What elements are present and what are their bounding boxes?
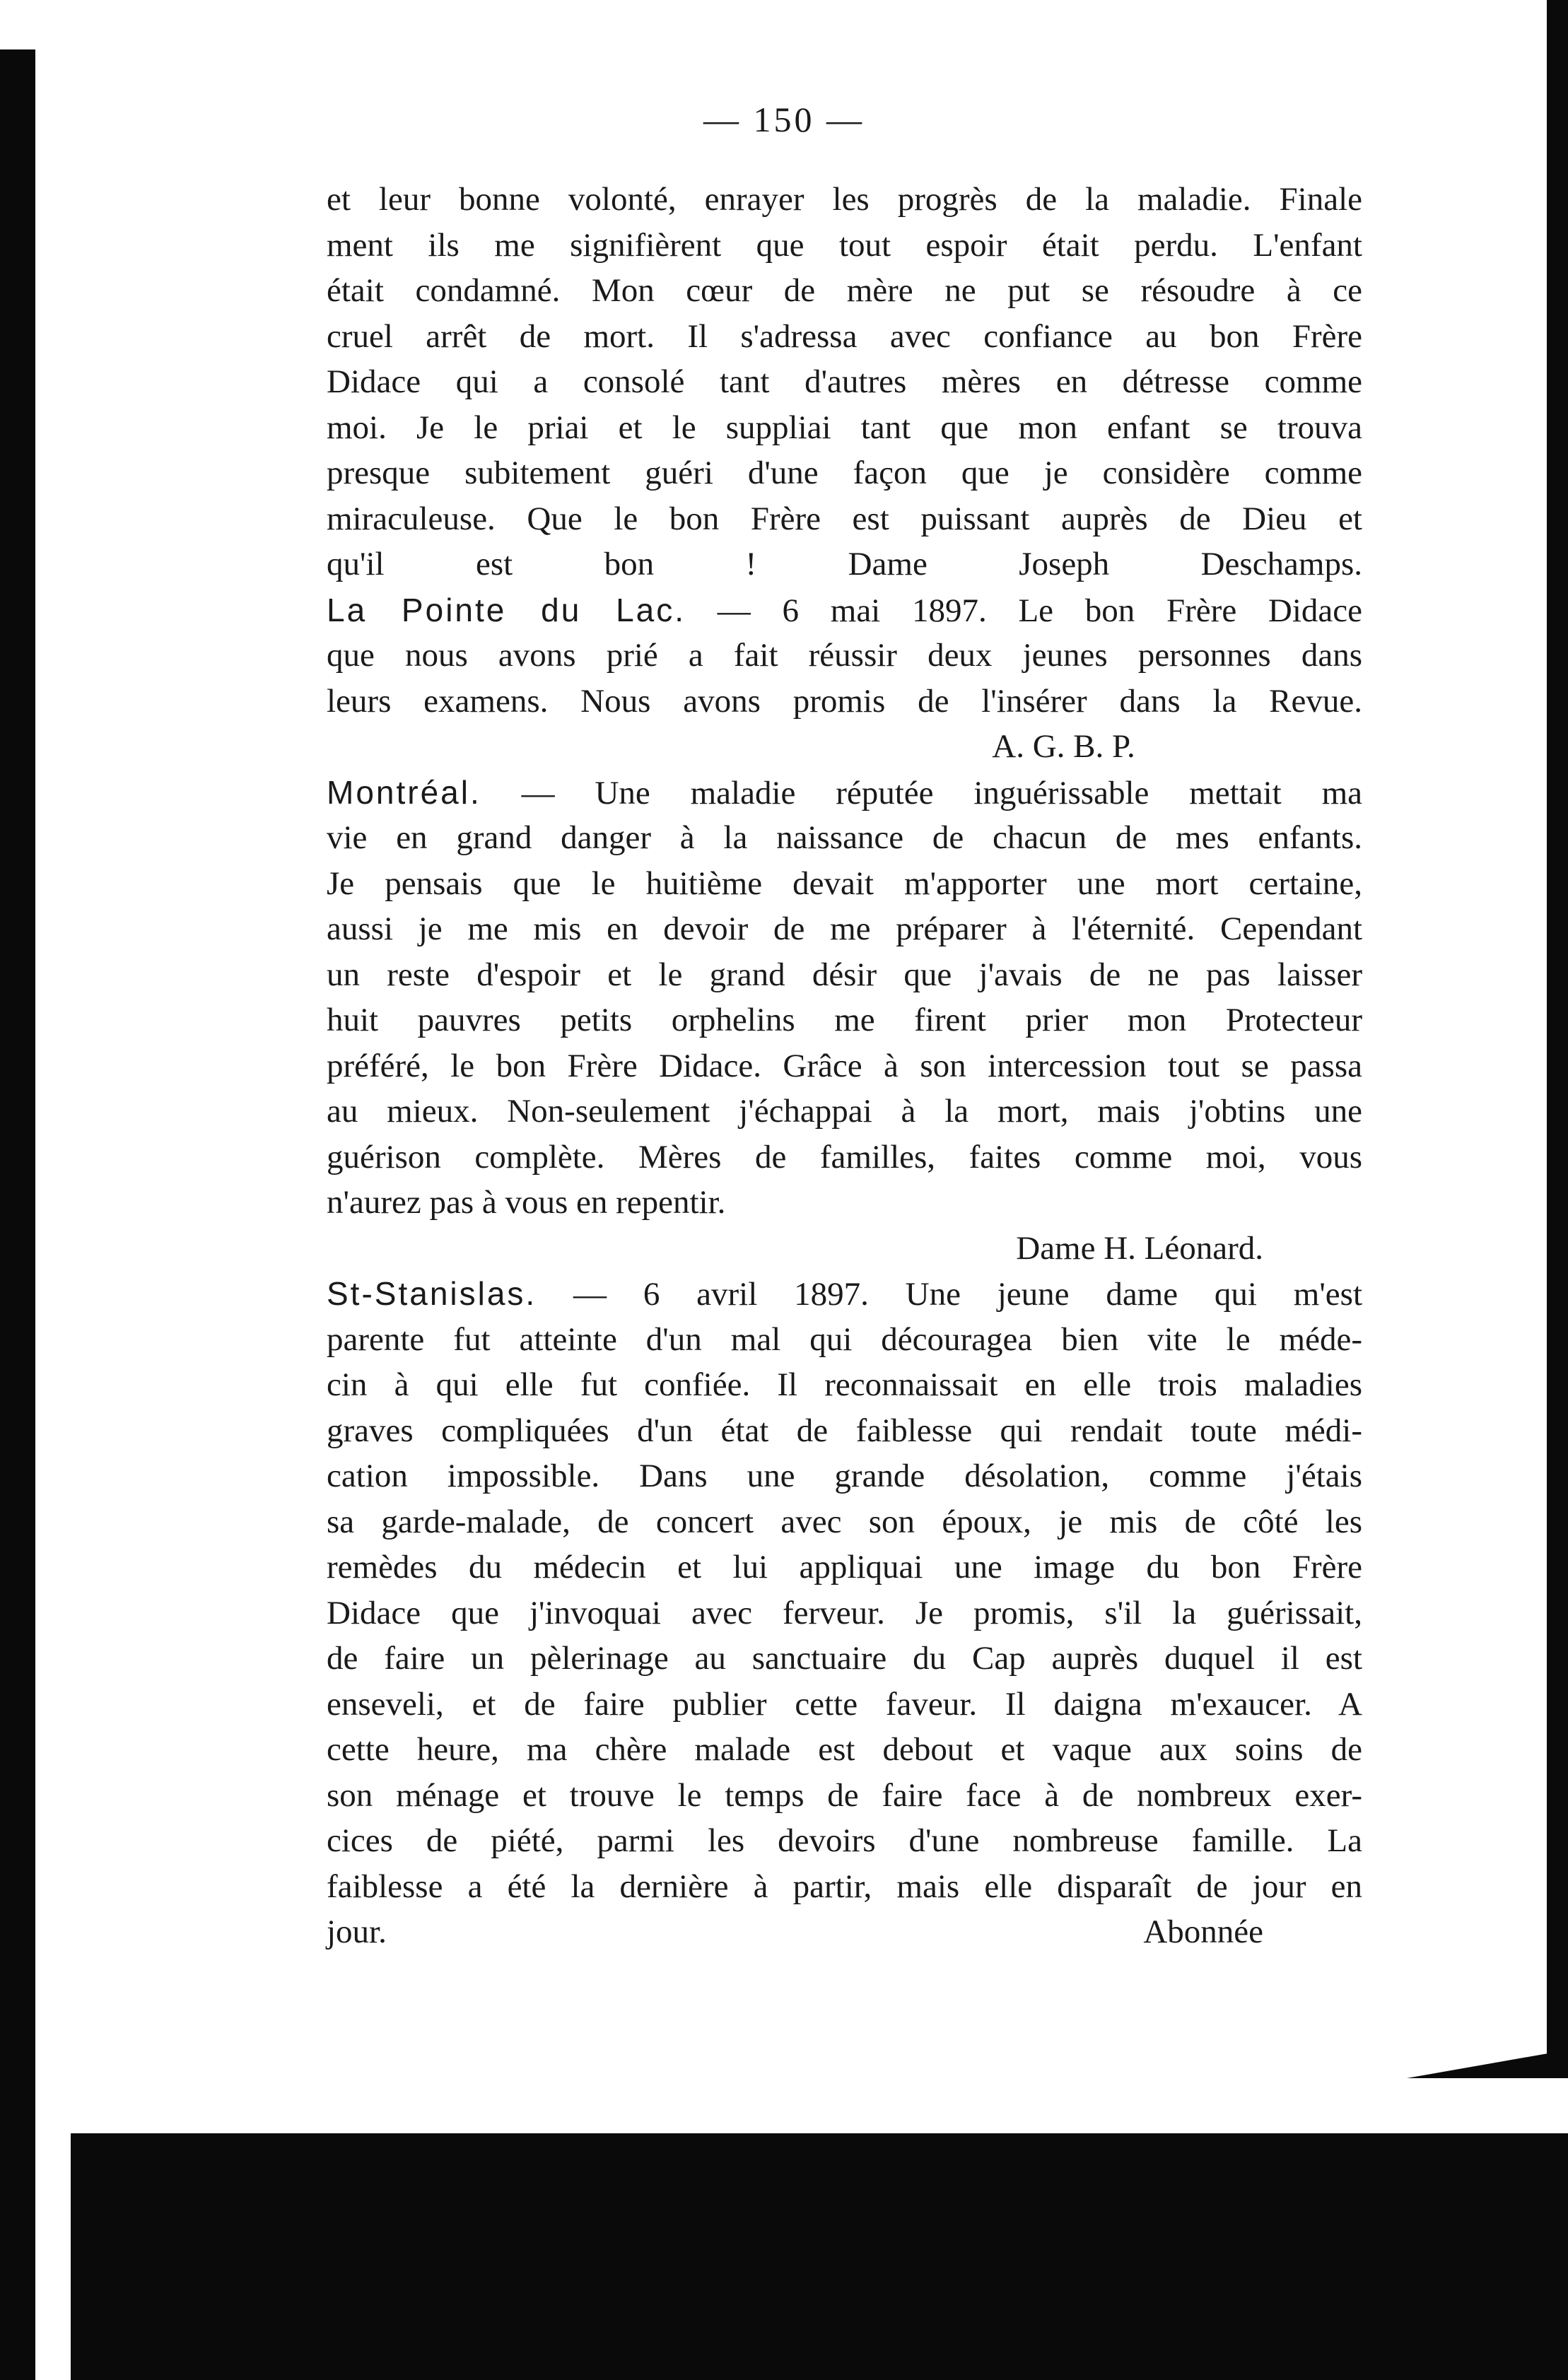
text-fragment: — 6 avril 1897. Une jeune dame qui m'est (573, 1276, 1362, 1313)
text-line: parente fut atteinte d'un mal qui découragea bien vite le méde- (327, 1320, 1362, 1358)
text-line: guérison complète. Mères de familles, faites comme moi, vous (327, 1138, 1362, 1176)
text-fragment: qu'il est bon ! (327, 546, 757, 582)
text-line: graves compliquées d'un état de faiblesse qui rendait toute médi- (327, 1412, 1362, 1449)
text-line: sa garde-malade, de concert avec son époux, je mis de côté les (327, 1503, 1362, 1540)
entry-heading-line (327, 587, 1362, 633)
text-line: cin à qui elle fut confiée. Il reconnaissait en elle trois maladies (327, 1366, 1362, 1403)
text-line: leurs examens. Nous avons promis de l'insérer dans la Revue. (327, 682, 1362, 720)
text-line: huit pauvres petits orphelins me firent prier mon Protecteur (327, 1002, 1362, 1038)
scan-edge-right (1547, 0, 1568, 2057)
text-line: n'aurez pas à vous en repentir. (327, 1184, 726, 1221)
text-line: Didace qui a consolé tant d'autres mères en détresse comme (327, 363, 1362, 400)
text-line: cette heure, ma chère malade est debout et vaque aux soins de (327, 1731, 1362, 1768)
text-line: moi. Je le priai et le suppliai tant que mon enfant se trouva (327, 409, 1362, 446)
entry-heading-line (327, 770, 1362, 816)
scan-edge-left (0, 49, 35, 2380)
text-line: cices de piété, parmi les devoirs d'une nombreuse famille. La (327, 1822, 1362, 1859)
scan-edge-bottom (71, 2133, 1568, 2380)
text-line: cruel arrêt de mort. Il s'adressa avec confiance au bon Frère (327, 317, 1362, 355)
text-fragment: — Une maladie réputée inguérissable mettait ma (521, 774, 1362, 811)
signature: Abonnée (1143, 1913, 1263, 1950)
signature: Dame H. Léonard. (1016, 1229, 1263, 1267)
place-name: La Pointe du Lac. (327, 591, 686, 628)
text-line: miraculeuse. Que le bon Frère est puissant auprès de Dieu et (327, 500, 1362, 537)
text-line: que nous avons prié a fait réussir deux jeunes personnes dans (327, 637, 1362, 674)
text-line: cation impossible. Dans une grande désolation, comme j'étais (327, 1458, 1362, 1494)
signature: Dame Joseph Deschamps. (848, 546, 1363, 582)
text-line: préféré, le bon Frère Didace. Grâce à son intercession tout se passa (327, 1047, 1362, 1084)
text-line: son ménage et trouve le temps de faire face à de nombreux exer- (327, 1776, 1362, 1814)
text-line: ment ils me signifièrent que tout espoir était perdu. L'enfant (327, 226, 1362, 264)
text-line: Je pensais que le huitième devait m'apporter une mort certaine, (327, 864, 1362, 902)
signature: A. G. B. P. (992, 728, 1135, 765)
page-number: — 150 — (703, 100, 865, 139)
text-line: remèdes du médecin et lui appliquai une image du bon Frère (327, 1549, 1362, 1585)
text-line: était condamné. Mon cœur de mère ne put se résoudre à ce (327, 272, 1362, 309)
place-name: Montréal. (327, 773, 481, 811)
text-line: presque subitement guéri d'une façon que je considère comme (327, 455, 1362, 491)
text-line: de faire un pèlerinage au sanctuaire du Cap auprès duquel il est (327, 1640, 1362, 1677)
text-line: vie en grand danger à la naissance de chacun de mes enfants. (327, 819, 1362, 856)
scan-edge-notch (1407, 2050, 1568, 2078)
page-body (327, 177, 1362, 1955)
text-fragment: — 6 mai 1897. Le bon Frère Didace (717, 592, 1363, 629)
text-line-with-signature (327, 1909, 1362, 1955)
text-line: au mieux. Non-seulement j'échappai à la mort, mais j'obtins une (327, 1093, 1362, 1130)
text-line: aussi je me mis en devoir de me préparer à l'éternité. Cependant (327, 910, 1362, 947)
text-line-with-signature (327, 541, 1362, 587)
text-line: Didace que j'invoquai avec ferveur. Je promis, s'il la guérissait, (327, 1594, 1362, 1631)
place-name: St-Stanislas. (327, 1275, 537, 1312)
text-line: enseveli, et de faire publier cette faveur. Il daigna m'exaucer. A (327, 1685, 1362, 1723)
text-line: et leur bonne volonté, enrayer les progrès de la maladie. Finale (327, 181, 1362, 218)
entry-heading-line (327, 1271, 1362, 1317)
text-line: un reste d'espoir et le grand désir que j'avais de ne pas laisser (327, 956, 1362, 993)
text-fragment: jour. (327, 1913, 387, 1950)
text-line: faiblesse a été la dernière à partir, mais elle disparaît de jour en (327, 1868, 1362, 1905)
